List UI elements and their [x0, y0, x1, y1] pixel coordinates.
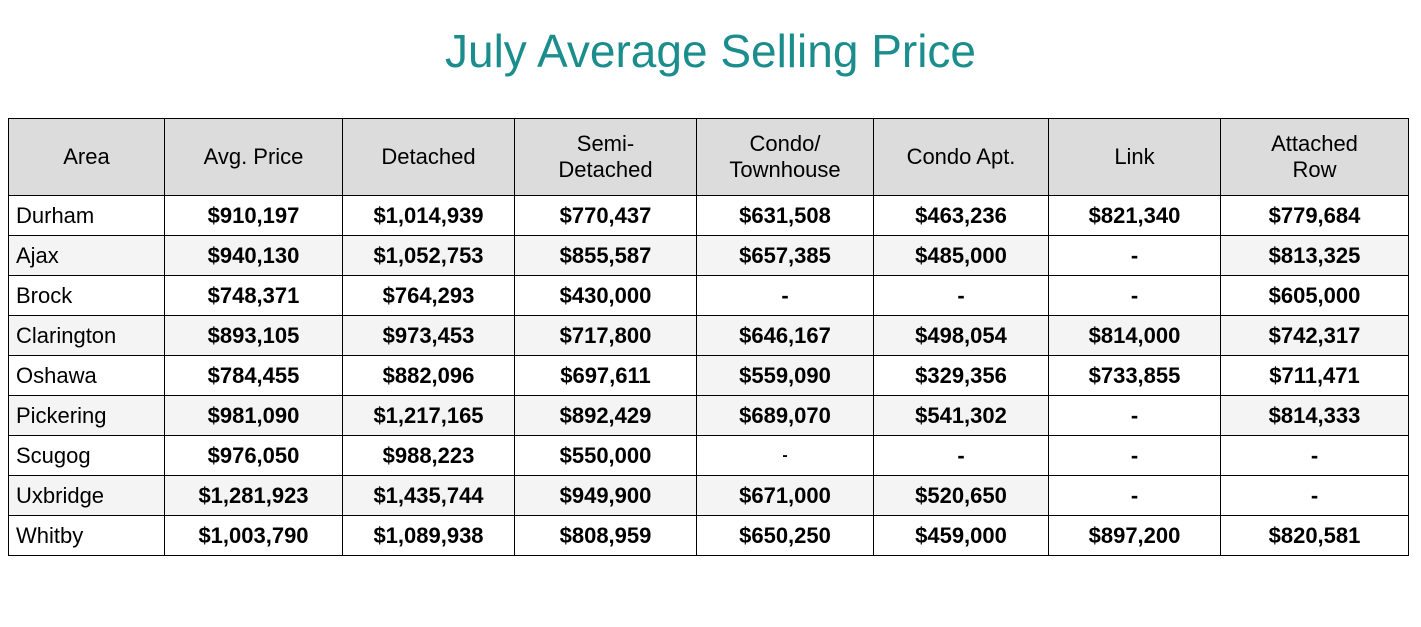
cell-semi-detached: $949,900	[515, 476, 697, 516]
table-row	[9, 276, 1409, 316]
cell-condo-apt: $541,302	[874, 396, 1049, 436]
cell-area: Uxbridge	[9, 476, 165, 516]
cell-attached-row: $779,684	[1221, 196, 1409, 236]
table-row	[9, 356, 1409, 396]
cell-area: Whitby	[9, 516, 165, 556]
column-header-condo-townhouse: Condo/ Townhouse	[697, 119, 874, 196]
cell-condo-apt: $498,054	[874, 316, 1049, 356]
column-header-area: Area	[9, 119, 165, 196]
cell-detached: $764,293	[343, 276, 515, 316]
page-title: July Average Selling Price	[445, 25, 976, 77]
cell-condo-townhouse: $631,508	[697, 196, 874, 236]
column-header-condo-apt: Condo Apt.	[874, 119, 1049, 196]
cell-area: Oshawa	[9, 356, 165, 396]
cell-attached-row: $711,471	[1221, 356, 1409, 396]
cell-avg-price: $893,105	[165, 316, 343, 356]
cell-condo-townhouse: $559,090	[697, 356, 874, 396]
cell-semi-detached: $717,800	[515, 316, 697, 356]
cell-attached-row: $605,000	[1221, 276, 1409, 316]
cell-condo-apt: $459,000	[874, 516, 1049, 556]
cell-semi-detached: $770,437	[515, 196, 697, 236]
table-row	[9, 236, 1409, 276]
cell-condo-townhouse: -	[697, 436, 874, 476]
cell-area: Scugog	[9, 436, 165, 476]
cell-avg-price: $981,090	[165, 396, 343, 436]
column-header-link: Link	[1049, 119, 1221, 196]
cell-attached-row: -	[1221, 476, 1409, 516]
cell-link: -	[1049, 476, 1221, 516]
cell-detached: $882,096	[343, 356, 515, 396]
cell-area: Pickering	[9, 396, 165, 436]
cell-detached: $1,089,938	[343, 516, 515, 556]
cell-link: -	[1049, 436, 1221, 476]
cell-condo-townhouse: $689,070	[697, 396, 874, 436]
cell-condo-apt: $463,236	[874, 196, 1049, 236]
cell-link: $733,855	[1049, 356, 1221, 396]
cell-condo-apt: -	[874, 276, 1049, 316]
cell-condo-apt: $520,650	[874, 476, 1049, 516]
cell-condo-townhouse: $657,385	[697, 236, 874, 276]
column-header-attached-row: Attached Row	[1221, 119, 1409, 196]
table-row	[9, 396, 1409, 436]
cell-avg-price: $940,130	[165, 236, 343, 276]
cell-link: $814,000	[1049, 316, 1221, 356]
cell-semi-detached: $855,587	[515, 236, 697, 276]
column-header-detached: Detached	[343, 119, 515, 196]
cell-area: Ajax	[9, 236, 165, 276]
cell-avg-price: $784,455	[165, 356, 343, 396]
cell-detached: $1,217,165	[343, 396, 515, 436]
cell-condo-townhouse: $650,250	[697, 516, 874, 556]
cell-link: $897,200	[1049, 516, 1221, 556]
cell-semi-detached: $697,611	[515, 356, 697, 396]
cell-detached: $1,435,744	[343, 476, 515, 516]
table-row	[9, 436, 1409, 476]
cell-link: $821,340	[1049, 196, 1221, 236]
average-selling-price-table	[8, 118, 1409, 556]
average-selling-price-table-container	[8, 118, 1408, 556]
cell-avg-price: $910,197	[165, 196, 343, 236]
cell-link: -	[1049, 276, 1221, 316]
cell-condo-apt: $329,356	[874, 356, 1049, 396]
cell-semi-detached: $430,000	[515, 276, 697, 316]
cell-semi-detached: $808,959	[515, 516, 697, 556]
cell-link: -	[1049, 396, 1221, 436]
table-body	[9, 196, 1409, 556]
cell-detached: $1,052,753	[343, 236, 515, 276]
table-header	[9, 119, 1409, 196]
cell-area: Clarington	[9, 316, 165, 356]
table-row	[9, 516, 1409, 556]
table-row	[9, 476, 1409, 516]
table-header-row	[9, 119, 1409, 196]
column-header-avg-price: Avg. Price	[165, 119, 343, 196]
cell-detached: $988,223	[343, 436, 515, 476]
cell-avg-price: $1,003,790	[165, 516, 343, 556]
table-row	[9, 196, 1409, 236]
cell-condo-apt: -	[874, 436, 1049, 476]
cell-detached: $973,453	[343, 316, 515, 356]
cell-condo-townhouse: -	[697, 276, 874, 316]
cell-condo-townhouse: $646,167	[697, 316, 874, 356]
cell-area: Brock	[9, 276, 165, 316]
cell-condo-townhouse: $671,000	[697, 476, 874, 516]
cell-attached-row: $814,333	[1221, 396, 1409, 436]
cell-avg-price: $1,281,923	[165, 476, 343, 516]
cell-attached-row: -	[1221, 436, 1409, 476]
cell-semi-detached: $550,000	[515, 436, 697, 476]
cell-condo-apt: $485,000	[874, 236, 1049, 276]
cell-detached: $1,014,939	[343, 196, 515, 236]
cell-attached-row: $813,325	[1221, 236, 1409, 276]
cell-avg-price: $976,050	[165, 436, 343, 476]
cell-area: Durham	[9, 196, 165, 236]
cell-link: -	[1049, 236, 1221, 276]
cell-attached-row: $742,317	[1221, 316, 1409, 356]
cell-attached-row: $820,581	[1221, 516, 1409, 556]
cell-semi-detached: $892,429	[515, 396, 697, 436]
table-row	[9, 316, 1409, 356]
cell-avg-price: $748,371	[165, 276, 343, 316]
column-header-semi-detached: Semi- Detached	[515, 119, 697, 196]
